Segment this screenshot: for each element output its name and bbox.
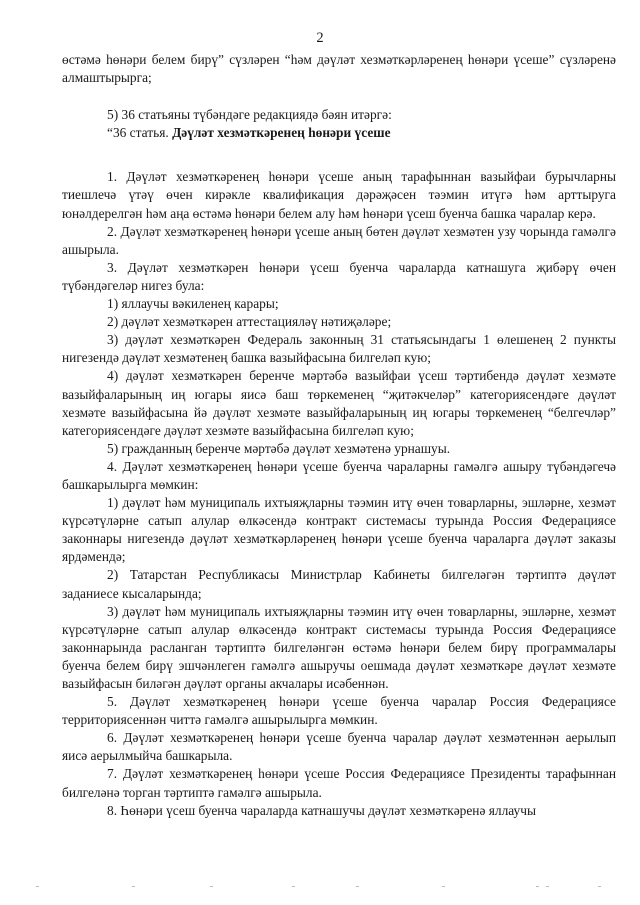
- list-item: 2) дәүләт хезмәткәрен аттестацияләү нәтиҗәләре;: [107, 314, 392, 330]
- article-title: Дәүләт хезмәткәренең һөнәри үсеше: [172, 125, 391, 141]
- list-item: 1) дәүләт һәм муниципаль ихтыяҗларны тәэмин итү өчен товарларны, эшләрне, хезмәт күрсәтүләрне сатып алулар өлкәсендә контракт системасы турында Россия Федерациясе законнары нигезендә дәүләт хезмәткәрләренең һөнәри үсеше буенча чараларга дәүләт заказы ярдәмендә;: [62, 495, 616, 565]
- document-body: [62, 51, 616, 820]
- article-heading: [62, 124, 616, 142]
- scan-artifacts: [0, 886, 640, 890]
- article-number: “36 статья.: [107, 125, 169, 141]
- list-item: 1) яллаучы вәкиленең карары;: [107, 296, 279, 312]
- paragraph: 7. Дәүләт хезмәткәренең һөнәри үсеше Россия Федерациясе Президенты тарафыннан билгеләнә торган тәртиптә гамәлгә ашырыла.: [62, 766, 616, 800]
- paragraph: 4. Дәүләт хезмәткәренең һөнәри үсеше буенча чараларны гамәлгә ашыру түбәндәгечә башкарылырга мөмкин:: [62, 458, 616, 492]
- paragraph: өстәмә һөнәри белем бирү” сүзләрен “һәм дәүләт хезмәткәрләренең һөнәри үсеше” сүзләренә алмаштырырга;: [62, 52, 616, 86]
- list-item: 3) дәүләт хезмәткәрен Федераль законның 31 статьясындагы 1 өлешенең 2 пункты нигезендә дәүләт хезмәтенең башка вазыйфасына билгеләп кую;: [62, 332, 616, 366]
- paragraph: 1. Дәүләт хезмәткәренең һөнәри үсеше аның тарафыннан вазыйфаи бурычларны тиешлечә үтәү өчен кирәкле квалификация дәрәҗәсен тәэмин итүгә һәм арттыруга юнәлдерелгән һәм аңа өстәмә һөнәри белем алу һәм һөнәри үсеш буенча башка чаралар керә.: [62, 169, 616, 221]
- amendment-item-5: 5) 36 статьяны түбәндәге редакциядә бәян итәргә:: [107, 107, 392, 123]
- paragraph: 8. Һөнәри үсеш буенча чараларда катнашучы дәүләт хезмәткәренә яллаучы: [107, 802, 536, 818]
- paragraph: 3. Дәүләт хезмәткәрен һөнәри үсеш буенча чараларда катнашуга җибәрү өчен түбәндәгеләр нигез була:: [62, 259, 616, 293]
- list-item: 4) дәүләт хезмәткәрен беренче мәртәбә вазыйфаи үсеш тәртибендә дәүләт хезмәте вазыйфаларының иң югары яисә баш төркеменең “җитәкчеләр” категориясендәге дәүләт хезмәте вазыйфасына йә дәүләт хезмәте вазыйфаларының иң югары төркеменең “белгечләр” категориясендәге дәүләт хезмәте вазыйфасына билгеләп кую;: [62, 368, 616, 438]
- list-item: 5) гражданның беренче мәртәбә дәүләт хезмәтенә урнашуы.: [107, 440, 451, 456]
- paragraph: 5. Дәүләт хезмәткәренең һөнәри үсеше буенча чаралар Россия Федерациясе территориясеннән читтә гамәлгә ашырылырга мөмкин.: [62, 694, 616, 728]
- list-item: 2) Татарстан Республикасы Министрлар Кабинеты билгеләгән тәртиптә дәүләт заданиесе кысаларында;: [62, 567, 616, 601]
- list-item: 3) дәүләт һәм муниципаль ихтыяҗларны тәэмин итү өчен товарларны, эшләрне, хезмәт күрсәтүләрне сатып алулар өлкәсендә контракт системасы турында Россия Федерациясе законнарында расланган тәртиптә билгеләнгән өстәмә һөнәри белем бирү программалары буенча белем бирү эшчәнлеген гамәлгә ашыручы оешмада дәүләт хезмәткәре дәүләт хезмәте вазыйфасын биләгән дәүләт органы акчалары исәбеннән.: [62, 603, 616, 691]
- page-number: 2: [316, 30, 324, 46]
- paragraph: 2. Дәүләт хезмәткәренең һөнәри үсеше аның бөтен дәүләт хезмәтен узу чорында гамәлгә ашырыла.: [62, 223, 616, 257]
- paragraph: 6. Дәүләт хезмәткәренең һөнәри үсеше буенча чаралар дәүләт хезмәтеннән аерылып яисә аерылмыйча башкарыла.: [62, 730, 616, 764]
